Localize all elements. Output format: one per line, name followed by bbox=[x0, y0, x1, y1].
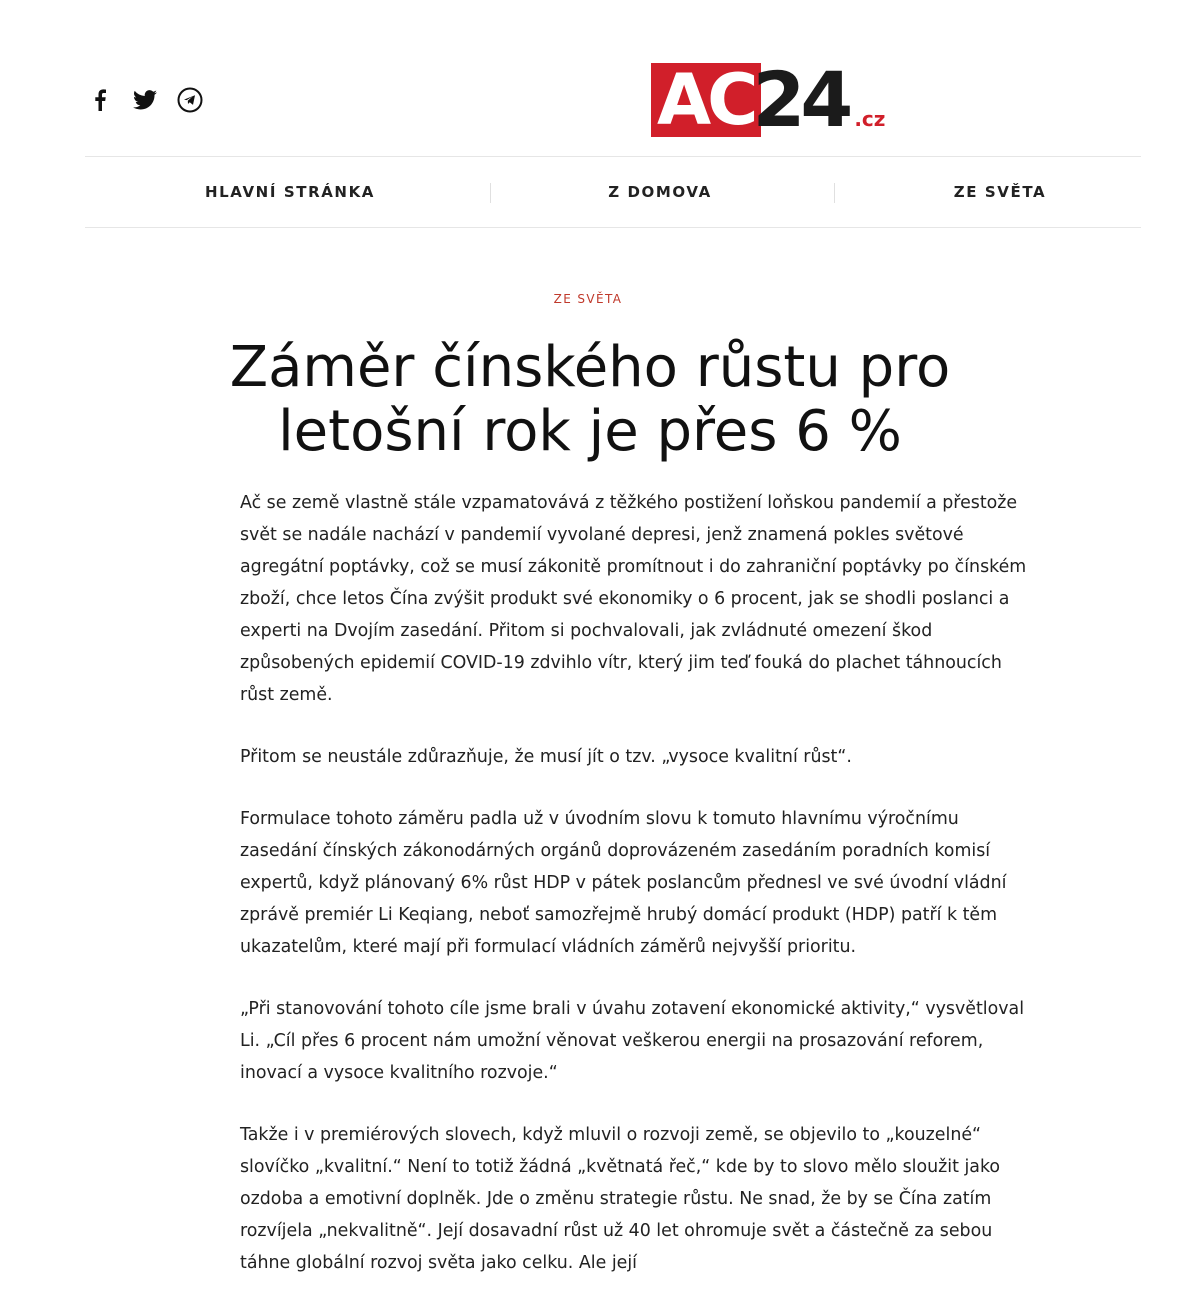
logo-cz: .cz bbox=[854, 107, 886, 131]
article-paragraph: Ač se země vlastně stále vzpamatovává z těžkého postižení loňskou pandemií a přestože svět se nadále nachází v pandemií vyvolané depresi, jenž znamená pokles světové agregátní poptávky, což se musí zákonitě promítnout i do zahraniční poptávky po čínském zboží, chce letos Čína zvýšit produkt své ekonomiky o 6 procent, jak se shodli poslanci a experti na Dvojím zasedání. Přitom si pochvalovali, jak zvládnuté omezení škod způsobených epidemií COVID-19 zdvihlo vítr, který jim teď fouká do plachet táhnoucích růst země. bbox=[240, 493, 1027, 705]
article-body bbox=[240, 487, 1040, 1309]
nav-divider bbox=[834, 183, 835, 203]
main-nav bbox=[85, 156, 1141, 228]
social-links bbox=[86, 86, 221, 114]
article-paragraph: Přitom se neustále zdůrazňuje, že musí jít o tzv. „vysoce kvalitní růst“. bbox=[240, 747, 852, 767]
nav-item-home[interactable]: HLAVNÍ STRÁNKA bbox=[204, 183, 376, 201]
article-paragraph: Takže i v premiérových slovech, když mluvil o rozvoji země, se objevilo to „kouzelné“ slovíčko „kvalitní.“ Není to totiž žádná „květnatá řeč,“ kde by to slovo mělo sloužit jako ozdoba a emotivní doplněk. Jde o změnu strategie růstu. Ne snad, že by se Čína zatím rozvíjela „nekvalitně“. Její dosavadní růst už 40 let ohromuje svět a částečně za sebou táhne globální rozvoj světa jako celku. Ale její bbox=[240, 1125, 1001, 1273]
article-paragraph: Formulace tohoto záměru padla už v úvodním slovu k tomuto hlavnímu výročnímu zasedání čínských zákonodárných orgánů doprovázeném zasedáním poradních komisí expertů, když plánovaný 6% růst HDP v pátek poslancům přednesl ve své úvodní vládní zprávě premiér Li Keqiang, neboť samozřejmě hrubý domácí produkt (HDP) patří k těm ukazatelům, které mají při formulací vládních záměrů nejvyšší prioritu. bbox=[240, 809, 1007, 957]
site-header bbox=[0, 0, 1198, 156]
article-title-line: Záměr čínského růstu pro bbox=[229, 335, 951, 400]
article-title-line: letošní rok je přes 6 % bbox=[278, 399, 902, 464]
article-paragraph: „Při stanovování tohoto cíle jsme brali v úvahu zotavení ekonomické aktivity,“ vysvětloval Li. „Cíl přes 6 procent nám umožní věnovat veškerou energii na prosazování reforem, inovací a vysoce kvalitního rozvoje.“ bbox=[240, 999, 1025, 1083]
article-title bbox=[60, 336, 1120, 464]
nav-divider bbox=[490, 183, 491, 203]
twitter-icon[interactable] bbox=[131, 86, 159, 114]
logo-24: 24 bbox=[752, 55, 849, 144]
site-logo[interactable] bbox=[651, 55, 886, 144]
article-category[interactable]: ZE SVĚTA bbox=[553, 292, 623, 306]
nav-item-domestic[interactable]: Z DOMOVA bbox=[608, 183, 712, 201]
logo-ac: AC bbox=[651, 63, 761, 137]
facebook-icon[interactable] bbox=[86, 86, 114, 114]
telegram-icon[interactable] bbox=[176, 86, 204, 114]
nav-item-world[interactable]: ZE SVĚTA bbox=[953, 183, 1047, 201]
